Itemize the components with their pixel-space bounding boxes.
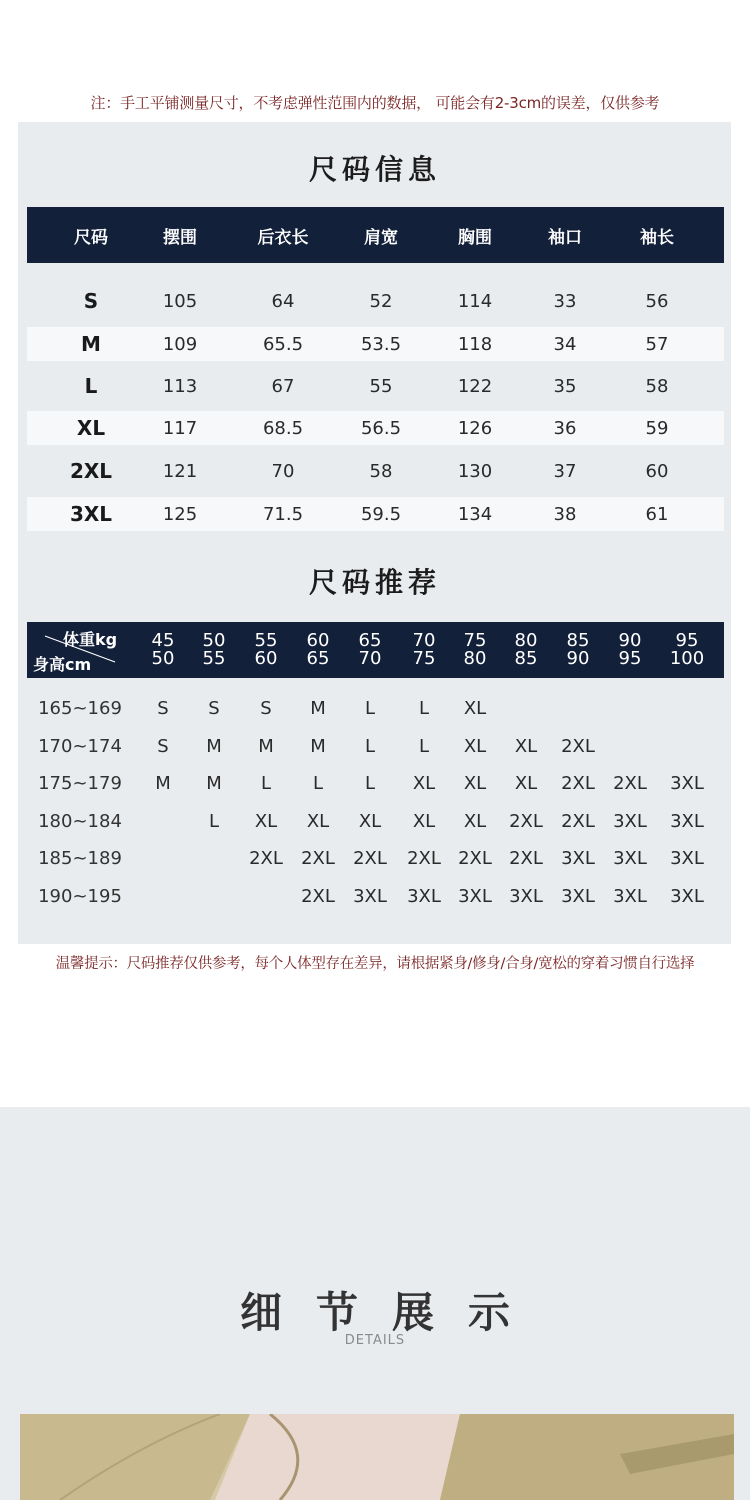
size-value: 122 xyxy=(457,375,493,397)
size-value: 134 xyxy=(457,503,493,525)
recommended-size: 2XL xyxy=(509,847,543,869)
recommended-size: XL xyxy=(412,772,436,794)
size-value: 61 xyxy=(645,503,669,525)
recommended-size: M xyxy=(206,772,222,794)
recommended-size: 2XL xyxy=(353,847,387,869)
weight-range-high: 50 xyxy=(151,648,175,669)
recommended-size: 2XL xyxy=(561,810,595,832)
size-value: 109 xyxy=(162,333,198,355)
weight-range-low: 45 xyxy=(151,630,175,651)
size-info-column-header: 摆围 xyxy=(163,227,197,248)
weight-range-high: 90 xyxy=(566,648,590,669)
size-recommend-row xyxy=(27,729,724,763)
recommended-size: M xyxy=(258,735,274,757)
height-range-label: 175~179 xyxy=(38,772,122,794)
size-value: 114 xyxy=(457,290,493,312)
recommended-size: 3XL xyxy=(613,847,647,869)
recommended-size: XL xyxy=(412,810,436,832)
weight-range-column xyxy=(670,632,704,668)
size-value: 35 xyxy=(553,375,577,397)
size-value: 56.5 xyxy=(360,417,402,439)
weight-range-low: 85 xyxy=(566,630,590,651)
recommended-size: 3XL xyxy=(458,885,492,907)
weight-range-low: 60 xyxy=(306,630,330,651)
size-value: 55 xyxy=(369,375,393,397)
recommended-size: 2XL xyxy=(301,885,335,907)
recommended-size: L xyxy=(418,697,430,719)
recommended-size: XL xyxy=(254,810,278,832)
size-value: 130 xyxy=(457,460,493,482)
size-value: 121 xyxy=(162,460,198,482)
weight-range-low: 95 xyxy=(675,630,699,651)
recommended-size: XL xyxy=(463,697,487,719)
size-value: 58 xyxy=(369,460,393,482)
weight-range-high: 65 xyxy=(306,648,330,669)
recommended-size: XL xyxy=(514,772,538,794)
size-value: 33 xyxy=(553,290,577,312)
recommended-size: M xyxy=(310,735,326,757)
recommended-size: XL xyxy=(514,735,538,757)
recommended-size: XL xyxy=(463,735,487,757)
recommended-size: M xyxy=(206,735,222,757)
recommended-size: 2XL xyxy=(249,847,283,869)
weight-range-column xyxy=(619,632,642,668)
size-value: 57 xyxy=(645,333,669,355)
size-info-header xyxy=(27,207,724,263)
recommended-size: 2XL xyxy=(407,847,441,869)
recommended-size: 3XL xyxy=(561,885,595,907)
recommended-size: XL xyxy=(358,810,382,832)
weight-range-column xyxy=(515,632,538,668)
recommended-size: 3XL xyxy=(613,885,647,907)
weight-range-column xyxy=(152,632,175,668)
size-value: 64 xyxy=(271,290,295,312)
size-value: 58 xyxy=(645,375,669,397)
size-info-row xyxy=(27,284,724,318)
size-value: 34 xyxy=(553,333,577,355)
recommended-size: L xyxy=(208,810,220,832)
weight-range-high: 75 xyxy=(412,648,436,669)
size-value: 53.5 xyxy=(360,333,402,355)
weight-range-column xyxy=(255,632,278,668)
size-recommend-title: 尺码推荐 xyxy=(308,566,441,599)
recommended-size: S xyxy=(157,735,169,757)
weight-range-high: 95 xyxy=(618,648,642,669)
size-value: 59.5 xyxy=(360,503,402,525)
size-recommend-row xyxy=(27,766,724,800)
tip-note: 温馨提示：尺码推荐仅供参考，每个人体型存在差异，请根据紧身/修身/合身/宽松的穿着习惯自行选择 xyxy=(55,956,695,972)
details-title: 细节展示 xyxy=(239,1288,544,1337)
recommended-size: L xyxy=(364,697,376,719)
recommended-size: 3XL xyxy=(407,885,441,907)
recommended-size: 3XL xyxy=(670,810,704,832)
weight-range-high: 100 xyxy=(669,648,705,669)
height-range-label: 190~195 xyxy=(38,885,122,907)
weight-range-low: 90 xyxy=(618,630,642,651)
weight-range-column xyxy=(567,632,590,668)
size-value: 105 xyxy=(162,290,198,312)
size-value: 126 xyxy=(457,417,493,439)
height-range-label: 170~174 xyxy=(38,735,122,757)
recommended-size: M xyxy=(155,772,171,794)
details-subtitle: DETAILS xyxy=(344,1333,406,1348)
recommended-size: 3XL xyxy=(353,885,387,907)
recommended-size: 2XL xyxy=(561,735,595,757)
recommended-size: L xyxy=(418,735,430,757)
recommended-size: M xyxy=(310,697,326,719)
size-recommend-row xyxy=(27,804,724,838)
size-info-row xyxy=(27,454,724,488)
recommended-size: 3XL xyxy=(670,885,704,907)
recommended-size: XL xyxy=(306,810,330,832)
weight-range-low: 80 xyxy=(514,630,538,651)
recommended-size: L xyxy=(312,772,324,794)
size-label: M xyxy=(81,332,101,356)
height-range-label: 180~184 xyxy=(38,810,122,832)
height-range-label: 165~169 xyxy=(38,697,122,719)
size-info-row xyxy=(27,327,724,361)
recommended-size: 3XL xyxy=(509,885,543,907)
recommended-size: 2XL xyxy=(301,847,335,869)
recommended-size: S xyxy=(260,697,272,719)
weight-range-high: 70 xyxy=(358,648,382,669)
size-value: 52 xyxy=(369,290,393,312)
weight-label: 体重kg xyxy=(63,630,118,649)
size-value: 70 xyxy=(271,460,295,482)
size-value: 125 xyxy=(162,503,198,525)
size-value: 38 xyxy=(553,503,577,525)
size-value: 36 xyxy=(553,417,577,439)
recommended-size: L xyxy=(364,772,376,794)
size-info-title: 尺码信息 xyxy=(308,153,441,186)
recommended-size: L xyxy=(260,772,272,794)
size-value: 67 xyxy=(271,375,295,397)
size-label: XL xyxy=(76,416,106,440)
size-recommend-row xyxy=(27,691,724,725)
size-value: 113 xyxy=(162,375,198,397)
measurement-note: 注：手工平铺测量尺寸，不考虑弹性范围内的数据， 可能会有2-3cm的误差，仅供参考 xyxy=(90,94,660,112)
weight-range-high: 80 xyxy=(463,648,487,669)
weight-range-column xyxy=(359,632,382,668)
weight-range-low: 75 xyxy=(463,630,487,651)
size-value: 117 xyxy=(162,417,198,439)
size-label: S xyxy=(83,289,99,313)
size-recommend-row xyxy=(27,879,724,913)
size-info-row xyxy=(27,411,724,445)
recommended-size: XL xyxy=(463,772,487,794)
recommended-size: 3XL xyxy=(613,810,647,832)
recommended-size: 2XL xyxy=(613,772,647,794)
weight-range-column xyxy=(307,632,330,668)
size-info-row xyxy=(27,497,724,531)
size-label: L xyxy=(84,374,98,398)
weight-range-high: 60 xyxy=(254,648,278,669)
recommended-size: 3XL xyxy=(561,847,595,869)
size-recommend-row xyxy=(27,841,724,875)
size-info-row xyxy=(27,369,724,403)
size-label: 3XL xyxy=(69,502,113,526)
recommended-size: 2XL xyxy=(561,772,595,794)
weight-range-low: 50 xyxy=(202,630,226,651)
trench-coat-photo-graphic xyxy=(20,1414,734,1500)
size-info-column-header: 后衣长 xyxy=(257,227,309,248)
weight-range-column xyxy=(464,632,487,668)
recommended-size: 2XL xyxy=(509,810,543,832)
weight-range-low: 55 xyxy=(254,630,278,651)
height-label: 身高cm xyxy=(33,655,92,674)
size-info-column-header: 袖口 xyxy=(548,227,582,248)
weight-range-high: 85 xyxy=(514,648,538,669)
size-info-column-header: 尺码 xyxy=(74,227,108,248)
size-value: 65.5 xyxy=(262,333,304,355)
recommended-size: S xyxy=(157,697,169,719)
recommended-size: 3XL xyxy=(670,847,704,869)
size-value: 71.5 xyxy=(262,503,304,525)
weight-range-column xyxy=(203,632,226,668)
garment-detail-photo xyxy=(20,1414,734,1500)
size-recommend-header xyxy=(27,622,724,678)
weight-range-column xyxy=(413,632,436,668)
size-info-column-header: 袖长 xyxy=(640,227,674,248)
weight-range-high: 55 xyxy=(202,648,226,669)
height-range-label: 185~189 xyxy=(38,847,122,869)
recommended-size: 3XL xyxy=(670,772,704,794)
weight-range-low: 70 xyxy=(412,630,436,651)
size-value: 60 xyxy=(645,460,669,482)
recommended-size: XL xyxy=(463,810,487,832)
size-info-column-header: 胸围 xyxy=(458,227,492,248)
weight-range-low: 65 xyxy=(358,630,382,651)
size-info-column-header: 肩宽 xyxy=(364,227,398,248)
recommended-size: S xyxy=(208,697,220,719)
size-value: 118 xyxy=(457,333,493,355)
recommended-size: L xyxy=(364,735,376,757)
size-value: 37 xyxy=(553,460,577,482)
size-label: 2XL xyxy=(69,459,113,483)
size-value: 56 xyxy=(645,290,669,312)
size-value: 68.5 xyxy=(262,417,304,439)
recommended-size: 2XL xyxy=(458,847,492,869)
size-value: 59 xyxy=(645,417,669,439)
